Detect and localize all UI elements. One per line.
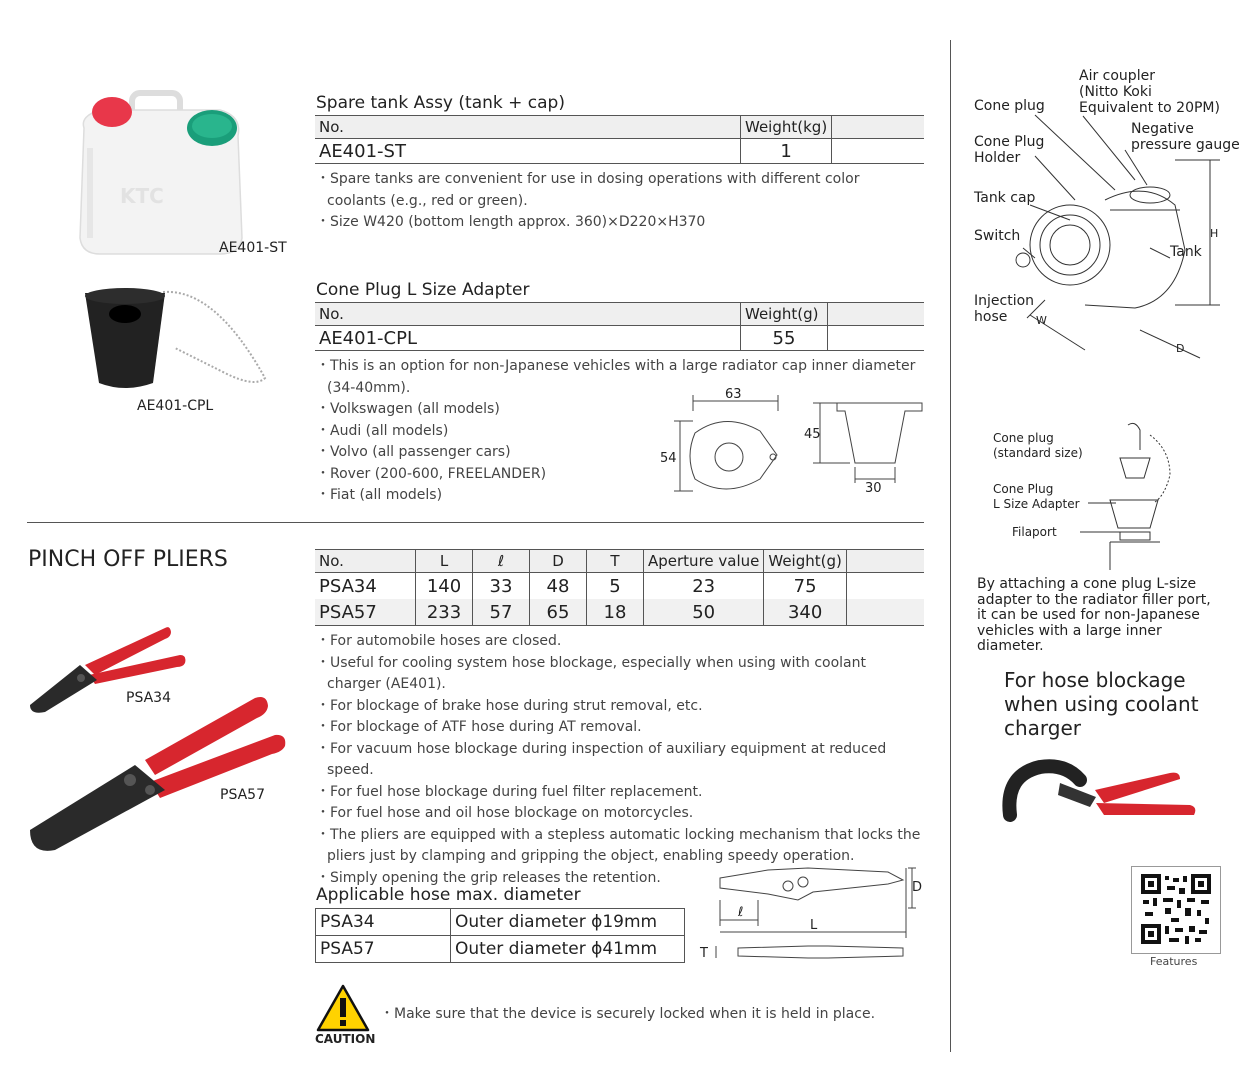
list-item: ・The pliers are equipped with a stepless automatic locking mechanism that locks the pliers just by clamping and gripping the object, enabling speedy operation. [316,826,921,864]
table-cell: AE401-CPL [319,327,417,349]
list-item: ・Simply opening the grip releases the retention. [316,869,661,886]
list-item: ・For blockage of ATF hose during AT removal. [316,719,642,735]
table-header: No. [315,550,416,573]
table-cell: 140 [416,573,473,600]
table-cell: PSA57 [319,601,377,623]
cone-stack-diagram [1080,420,1190,570]
label-tank-cap: Tank cap [974,190,1036,206]
dim-L: L [810,918,818,933]
dim-height: 54 [660,451,677,466]
pliers-table [315,549,924,626]
table-cell: 1 [741,139,832,164]
label-air-coupler: Air coupler (Nitto Koki Equivalent to 20PM) [1079,68,1220,116]
table-cell: 75 [764,573,846,600]
table-cell: 65 [530,599,587,626]
list-item: ・Rover (200-600, FREELANDER) [316,465,547,482]
psa34-image-label: PSA34 [126,690,171,706]
psa57-image-label: PSA57 [220,787,265,803]
list-item: ・For automobile hoses are closed. [316,633,562,649]
qr-code-icon[interactable] [1141,874,1211,944]
table-header: D [530,550,587,573]
table-cell: 18 [587,599,644,626]
table-header: ℓ [473,550,530,573]
label-injection-hose: Injection hose [974,293,1035,325]
psa57-image [25,690,290,860]
pliers-dimension-drawing [698,860,928,970]
section-divider [27,522,924,523]
table-cell: 33 [473,573,530,600]
table-cell: AE401-ST [319,140,406,162]
list-item: ・Spare tanks are convenient for use in dosing operations with different color coolants (e.g., red or green). [316,171,860,209]
table-header: L [416,550,473,573]
list-item: ・Audi (all models) [316,422,449,439]
dim-D: D [912,880,923,895]
adapter-note: By attaching a cone plug L-size adapter to the radiator filler port, it can be used for non-Japanese vehicles with a large inner diameter. [977,576,1211,654]
caution-label: CAUTION [315,1032,376,1046]
spare-tank-bullets [316,169,922,234]
dim-side-height: 45 [804,427,821,442]
table-cell: 55 [741,326,828,351]
cone-adapter-image-label: AE401-CPL [137,398,214,414]
hose-blockage-title: For hose blockage when using coolant charger [1004,668,1199,740]
label-W: W [1036,314,1047,327]
table-cell: 48 [530,573,587,600]
pliers-bullets [316,631,921,889]
list-item: ・Useful for cooling system hose blockage, especially when using with coolant charger (AE401). [316,654,866,692]
list-item: ・Size W420 (bottom length approx. 360)×D220×H370 [316,214,706,230]
list-item: ・For fuel hose and oil hose blockage on motorcycles. [316,805,694,821]
svg-text:KTC: KTC [120,184,164,208]
cone-adapter-image [75,288,275,398]
table-cell: PSA34 [319,575,377,597]
table-cell: 23 [644,573,764,600]
list-item: ・For vacuum hose blockage during inspection of auxiliary equipment at reduced speed. [316,740,887,778]
pliers-title: PINCH OFF PLIERS [28,547,228,572]
table-cell: Outer diameter ϕ19mm [451,909,685,936]
label-cone-std: Cone plug (standard size) [993,431,1083,460]
spare-tank-table [315,115,924,164]
label-cone-plug-holder: Cone Plug Holder [974,134,1045,166]
table-header: No. [315,303,741,326]
label-H: H [1210,227,1219,240]
table-cell: Outer diameter ϕ41mm [451,936,685,963]
list-item: ・Volkswagen (all models) [316,401,500,417]
table-header: Aperture value [644,550,764,573]
table-header: Weight(g) [764,550,846,573]
hose-table [315,908,685,963]
table-cell: 57 [473,599,530,626]
dim-l: ℓ [738,905,744,920]
label-switch: Switch [974,228,1021,244]
column-divider [950,40,951,1052]
cone-adapter-title: Cone Plug L Size Adapter [316,280,530,300]
adapter-dimension-drawing [655,383,930,498]
table-header: T [587,550,644,573]
hose-blockage-photo [1000,745,1205,855]
label-cone-plug: Cone plug [974,98,1045,114]
list-item: ・Volvo (all passenger cars) [316,444,511,460]
spare-tank-image-label: AE401-ST [219,240,287,256]
list-item: ・Fiat (all models) [316,487,443,503]
hose-table-title: Applicable hose max. diameter [316,885,581,905]
list-item: ・For blockage of brake hose during strut removal, etc. [316,697,703,714]
table-cell: 5 [587,573,644,600]
list-item: ・This is an option for non-Japanese vehicles with a large radiator cap inner diameter (34-40mm). [316,358,916,396]
cone-adapter-table [315,302,924,351]
spare-tank-title: Spare tank Assy (tank + cap) [316,93,565,113]
list-item: ・For fuel hose blockage during fuel filter replacement. [316,783,703,800]
qr-label: Features [1150,955,1198,968]
table-cell: 233 [416,599,473,626]
table-cell: 340 [764,599,846,626]
table-cell: 50 [644,599,764,626]
dim-width: 63 [725,387,742,402]
caution-text: ・Make sure that the device is securely locked when it is held in place. [380,1006,876,1022]
label-cone-l: Cone Plug L Size Adapter [993,482,1080,511]
table-cell: PSA34 [316,909,451,936]
table-header: Weight(g) [741,303,828,326]
table-header: No. [315,116,741,139]
label-filaport: Filaport [1012,525,1057,539]
dim-T: T [700,946,708,961]
spare-tank-image [70,88,250,263]
table-cell: PSA57 [320,939,375,959]
table-header: Weight(kg) [741,116,832,139]
dim-bottom: 30 [865,481,882,496]
label-negative-gauge: Negative pressure gauge [1131,121,1240,153]
label-D: D [1176,342,1185,355]
label-tank: Tank [1170,244,1202,260]
caution-icon [316,983,370,1033]
